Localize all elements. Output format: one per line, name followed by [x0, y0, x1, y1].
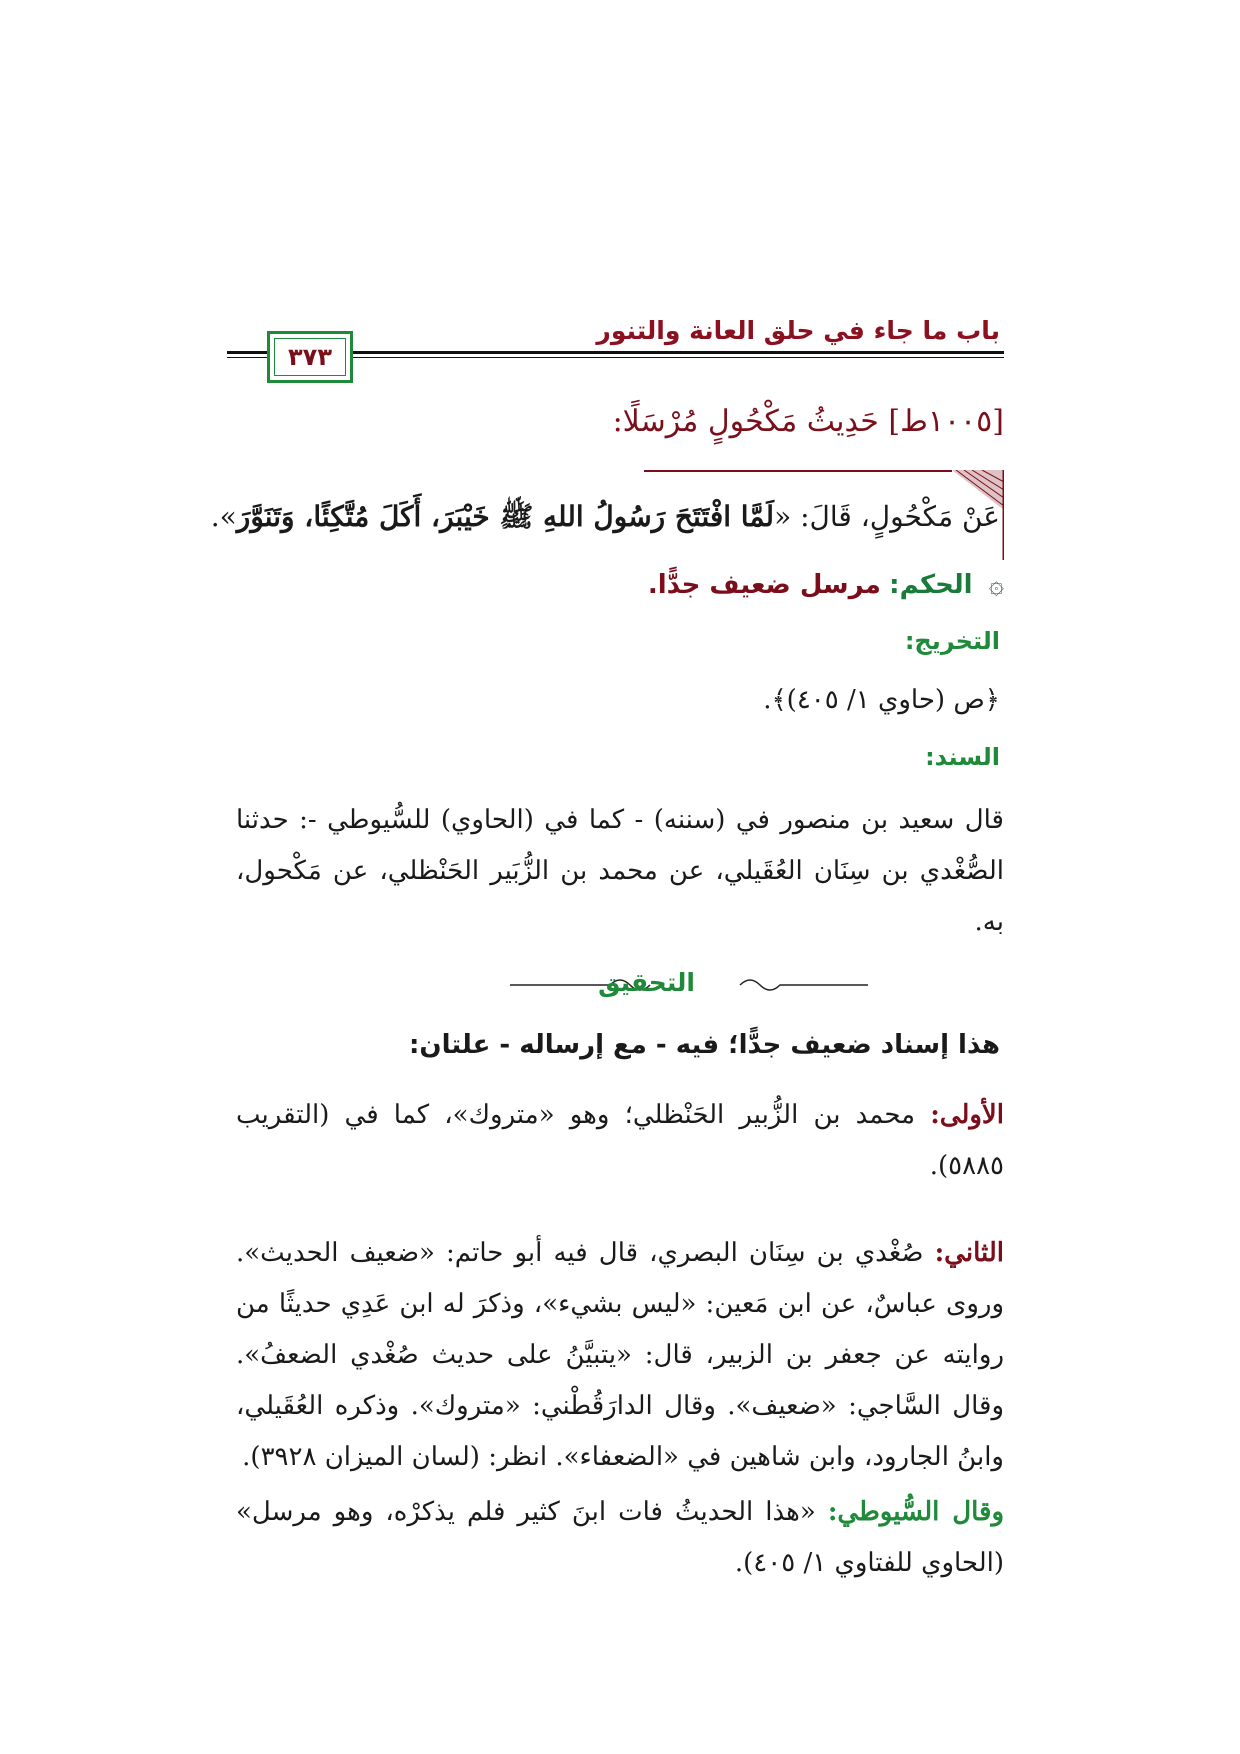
hadith-frame-line	[644, 470, 952, 472]
first-cause-label: الأولى:	[930, 1100, 1004, 1130]
sanad-label: السند:	[925, 743, 1000, 771]
suyuti-label: وقال السُّيوطي:	[827, 1497, 1004, 1527]
page-number-badge	[267, 331, 353, 383]
second-cause-label: الثاني:	[934, 1238, 1004, 1268]
flower-ornament-icon: ۞	[988, 570, 1004, 600]
ruling-value: مرسل ضعيف جدًّا.	[647, 570, 881, 600]
hadith-isnad: عَنْ مَكْحُولٍ، قَالَ: «	[774, 500, 1000, 533]
takhrij-label: التخريج:	[904, 627, 1000, 655]
header-rule-right	[353, 351, 1004, 354]
page-number: ٣٧٣	[288, 343, 332, 371]
hadith-number: [١٠٠٥ط]	[888, 404, 1004, 439]
takhrij-source: ﴿ص (حاوي ١/ ٤٠٥)﴾.	[763, 685, 1000, 715]
hadith-matn: لَمَّا افْتَتَحَ رَسُولُ اللهِ ﷺ خَيْبَرَ، أَكَلَ مُتَّكِئًا، وَتَنَوَّرَ	[236, 500, 775, 533]
ruling-label: الحكم:	[889, 570, 973, 600]
first-cause-text: محمد بن الزُّبير الحَنْظلي؛ وهو «متروك»، كما في (التقريب ٥٨٨٥).	[236, 1100, 1004, 1181]
hadith-heading	[613, 404, 1004, 439]
suyuti-quote	[236, 1487, 1004, 1589]
header-rule-left-thin	[227, 357, 267, 358]
hadith-text	[211, 500, 1000, 540]
sanad-text: قال سعيد بن منصور في (سننه) - كما في (الحاوي) للسُّيوطي -: حدثنا الصُّغْدي بن سِنَان العُقَيلي، عن محمد بن الزُّبَير الحَنْظلي، عن مَكْحول، به.	[236, 805, 1004, 937]
second-cause-text: صُغْدي بن سِنَان البصري، قال فيه أبو حاتم: «ضعيف الحديث». وروى عباسٌ، عن ابن مَعين: «ليس بشيء»، وذكرَ له ابن عَدِي حديثًا من روايته عن جعفر بن الزبير، قال: «يتبيَّنُ على حديث صُغْدي الضعفُ». وقال السَّاجي: «ضعيف». وقال الدارَقُطْني: «متروك». وذكره العُقَيلي، وابنُ الجارود، وابن شاهين في «الضعفاء». انظر: (لسان الميزان ٣٩٢٨).	[236, 1238, 1004, 1472]
tahqiq-intro: هذا إسناد ضعيف جدًّا؛ فيه - مع إرساله - علتان:	[409, 1030, 1000, 1060]
suyuti-text: «هذا الحديثُ فات ابنَ كثير فلم يذكرْه، وهو مرسل» (الحاوي للفتاوي ١/ ٤٠٥).	[236, 1497, 1004, 1578]
hadith-end: ».	[210, 500, 237, 533]
first-cause	[236, 1090, 1004, 1192]
hadith-title: حَدِيثُ مَكْحُولٍ مُرْسَلًا:	[612, 404, 879, 439]
second-cause	[236, 1228, 1004, 1483]
tahqiq-title: التحقيق	[598, 968, 695, 997]
header-rule-left	[227, 351, 267, 354]
chapter-title: باب ما جاء في حلق العانة والتنور	[596, 316, 1000, 345]
header-rule-right-thin	[353, 357, 1004, 358]
ruling-line	[648, 570, 1004, 600]
